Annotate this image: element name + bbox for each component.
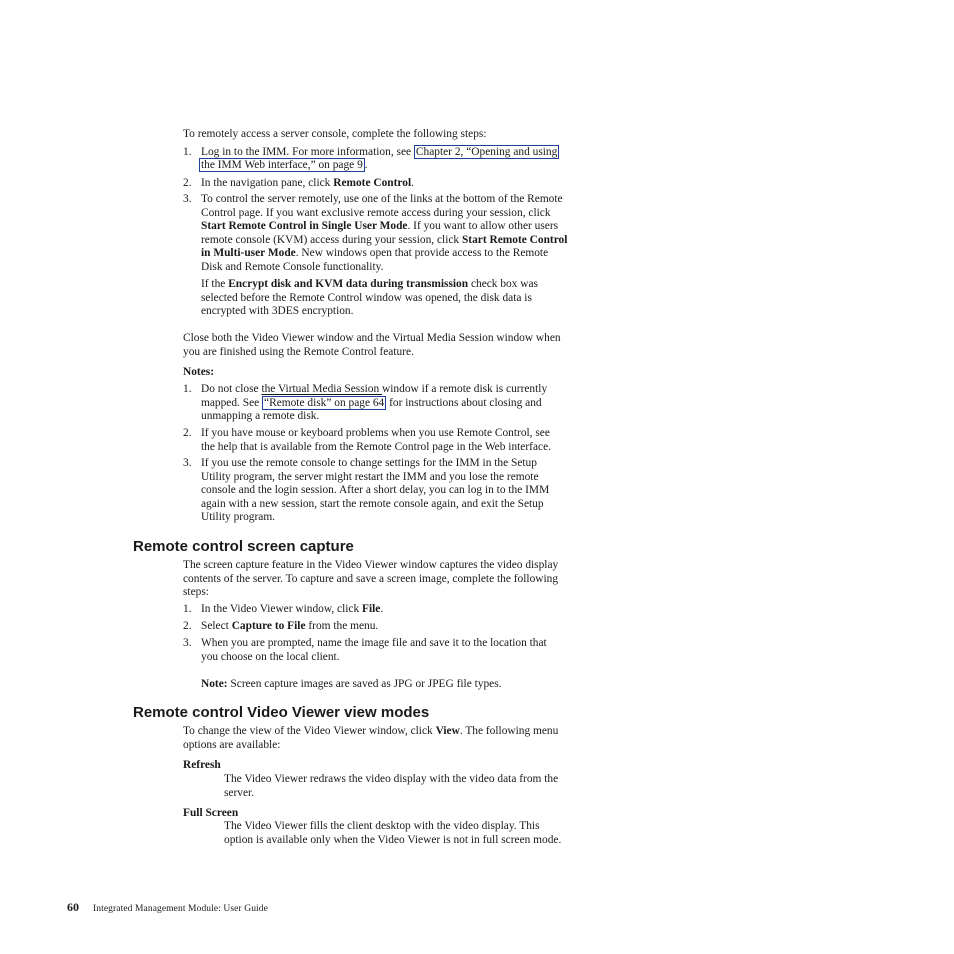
- ui-term: Capture to File: [231, 620, 306, 632]
- step-item: [201, 637, 611, 664]
- para-line: you are finished using the Remote Control feature.: [183, 345, 414, 358]
- step-line: To control the server remotely, use one of the links at the bottom of the Remote: [201, 193, 563, 205]
- note-text: check box was: [468, 278, 538, 290]
- note-label: Note:: [201, 678, 228, 690]
- note-text: window if a remote disk is currently: [382, 383, 548, 395]
- section-heading-screen-capture: Remote control screen capture: [133, 538, 354, 555]
- step-text: . If you want to allow other users: [407, 220, 559, 233]
- step-item-cont: [199, 159, 368, 173]
- note-item: [201, 383, 611, 424]
- para-text: . The following menu: [459, 725, 559, 737]
- virtual-media-session-link[interactable]: the Virtual Media Session: [261, 383, 383, 395]
- encrypt-note: [201, 278, 611, 319]
- step-text: Log in to the IMM. For more information, see: [201, 146, 414, 158]
- chapter-2-link[interactable]: Chapter 2, “Opening and using: [415, 146, 558, 158]
- step-line: you choose on the local client.: [201, 650, 340, 663]
- note-line: console and the login session. After a short delay, you can log in to the IMM: [201, 484, 550, 497]
- para-line: contents of the server. To capture and save a screen image, complete the following: [183, 572, 559, 585]
- chapter-2-link-cont[interactable]: the IMM Web interface,” on page 9: [201, 159, 363, 171]
- ui-term: Start Remote Control in Single User Mode: [201, 220, 408, 233]
- step-text: .: [364, 159, 368, 171]
- step-item: [201, 620, 611, 634]
- note-number: 3.: [183, 457, 192, 469]
- step-line: [201, 234, 611, 248]
- note-line: Utility program.: [201, 511, 276, 524]
- note-line: If you have mouse or keyboard problems when you use Remote Control, see: [201, 427, 550, 439]
- note-line: selected before the Remote Control window was opened, the disk data is: [201, 291, 532, 304]
- remote-disk-link[interactable]: “Remote disk” on page 64: [264, 396, 385, 409]
- step-item: [201, 193, 611, 275]
- ui-term: Start Remote Control: [461, 233, 568, 246]
- section-heading-view-modes: Remote control Video Viewer view modes: [133, 704, 430, 721]
- step-line: [201, 220, 611, 234]
- definition-full-screen: [224, 820, 614, 847]
- term-refresh: Refresh: [183, 759, 221, 771]
- ui-term: View: [435, 725, 460, 737]
- note-text: Screen capture images are saved as JPG or JPEG file types.: [227, 678, 502, 690]
- ui-term: File: [362, 603, 381, 615]
- def-line: The Video Viewer fills the client desktop with the video display. This: [224, 820, 540, 832]
- step-text: Select: [201, 620, 232, 632]
- ui-term: Encrypt disk and KVM data during transmission: [228, 278, 469, 290]
- note-line: [201, 397, 611, 411]
- notes-heading: Notes:: [183, 366, 214, 378]
- step-text: from the menu.: [305, 620, 379, 632]
- note-line: unmapping a remote disk.: [201, 410, 320, 423]
- note-line: Utility program, the server might restart the IMM and you lose the remote: [201, 470, 539, 483]
- note-line: encrypted with 3DES encryption.: [201, 305, 354, 318]
- step-text: remote console (KVM) access during your session, click: [201, 233, 462, 246]
- para-line: The screen capture feature in the Video Viewer window captures the video display: [183, 559, 559, 571]
- step-line: [201, 247, 611, 261]
- step-number: 1.: [183, 603, 192, 615]
- def-line: The Video Viewer redraws the video display with the video data from the: [224, 773, 559, 785]
- footer-title: Integrated Management Module: User Guide: [93, 904, 268, 914]
- section-paragraph: [183, 559, 613, 600]
- step-text: In the navigation pane, click: [201, 177, 334, 189]
- screen-capture-note: [201, 678, 611, 692]
- step-item: [201, 177, 611, 191]
- note-line: the help that is available from the Remote Control page in the Web interface.: [201, 440, 551, 453]
- def-line: option is available only when the Video Viewer is not in full screen mode.: [224, 833, 562, 846]
- para-line: steps:: [183, 586, 209, 599]
- step-text: .: [380, 603, 384, 615]
- step-text: In the Video Viewer window, click: [201, 603, 363, 615]
- para-line: Close both the Video Viewer window and the Virtual Media Session window when: [183, 332, 561, 344]
- close-paragraph: [183, 332, 613, 359]
- note-line: again with a new session, start the remote console again, and exit the Setup: [201, 497, 544, 510]
- note-text: mapped. See: [201, 396, 263, 409]
- note-line: [201, 278, 611, 292]
- step-item: [201, 603, 611, 617]
- definition-refresh: [224, 773, 614, 800]
- step-text: . New windows open that provide access to the Remote: [295, 247, 549, 260]
- para-line: [183, 725, 613, 739]
- step-line: When you are prompted, name the image file and save it to the location that: [201, 637, 547, 649]
- note-text: If the: [201, 278, 229, 290]
- step-number: 3.: [183, 193, 192, 205]
- step-line: Control page. If you want exclusive remote access during your session, click: [201, 206, 551, 219]
- term-full-screen: Full Screen: [183, 807, 239, 819]
- section-paragraph: [183, 725, 613, 752]
- note-text: Do not close: [201, 383, 262, 395]
- note-text: for instructions about closing and: [386, 396, 542, 409]
- ui-term: Remote Control: [333, 177, 412, 189]
- note-number: 1.: [183, 383, 192, 395]
- step-number: 2.: [183, 620, 192, 632]
- step-number: 3.: [183, 637, 192, 649]
- def-line: server.: [224, 786, 255, 799]
- step-text: .: [411, 177, 414, 189]
- note-item: [201, 457, 611, 525]
- note-line: If you use the remote console to change settings for the IMM in the Setup: [201, 457, 537, 469]
- step-number: 1.: [183, 146, 192, 158]
- note-item: [201, 427, 611, 454]
- page-number: 60: [67, 900, 79, 914]
- step-number: 2.: [183, 177, 192, 189]
- note-number: 2.: [183, 427, 192, 439]
- para-text: To change the view of the Video Viewer window, click: [183, 725, 436, 737]
- intro-text: To remotely access a server console, complete the following steps:: [183, 128, 487, 140]
- note-line: [201, 383, 611, 397]
- ui-term: in Multi-user Mode: [201, 247, 296, 260]
- step-line: Disk and Remote Console functionality.: [201, 260, 384, 273]
- para-line: options are available:: [183, 738, 281, 751]
